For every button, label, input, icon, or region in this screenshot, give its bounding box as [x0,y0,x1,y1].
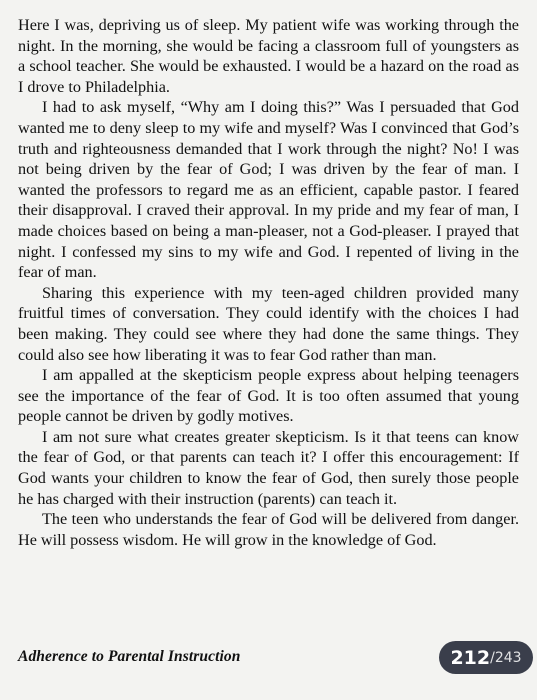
page-text [18,15,519,550]
chapter-title: Adherence to Parental Instruction [18,648,241,665]
page-indicator[interactable] [439,641,533,674]
total-page-count: 243 [494,649,522,666]
paragraph: I am not sure what creates greater skepticism. Is it that teens can know the fear of God, or that parents can teach it? I offer this encouragement: If God wants your children to know the fear of God, then surely those people he has charged with their instruction (parents) can teach it. [18,427,519,508]
paragraph: Sharing this experience with my teen-aged children provided many fruitful times of conversation. They could identify with the choices I had been making. They could see where they had done the same things. They could also see how liberating it was to fear God rather than man. [18,283,519,364]
paragraph: I had to ask myself, “Why am I doing this?” Was I persuaded that God wanted me to deny sleep to my wife and myself? Was I convinced that God’s truth and righteousness demanded that I work through the night? No! I was not being driven by the fear of God; I was driven by the fear of man. I wanted the professors to regard me as an efficient, capable pastor. I feared their disapproval. I craved their approval. In my pride and my fear of man, I made choices based on being a man-pleaser, not a God-pleaser. I prayed that night. I confessed my sins to my wife and God. I repented of living in the fear of man. [18,98,519,282]
current-page-number: 212 [450,646,491,669]
paragraph: I am appalled at the skepticism people express about helping teenagers see the importance of the fear of God. It is too often assumed that young people cannot be driven by godly motives. [18,366,519,426]
page-separator: / [490,649,495,666]
paragraph: Here I was, depriving us of sleep. My patient wife was working through the night. In the morning, she would be facing a classroom full of youngsters as a school teacher. She would be exhausted. I would be a hazard on the road as I drove to Philadelphia. [18,16,519,96]
paragraph: The teen who understands the fear of God will be delivered from danger. He will possess wisdom. He will grow in the knowledge of God. [18,510,519,549]
